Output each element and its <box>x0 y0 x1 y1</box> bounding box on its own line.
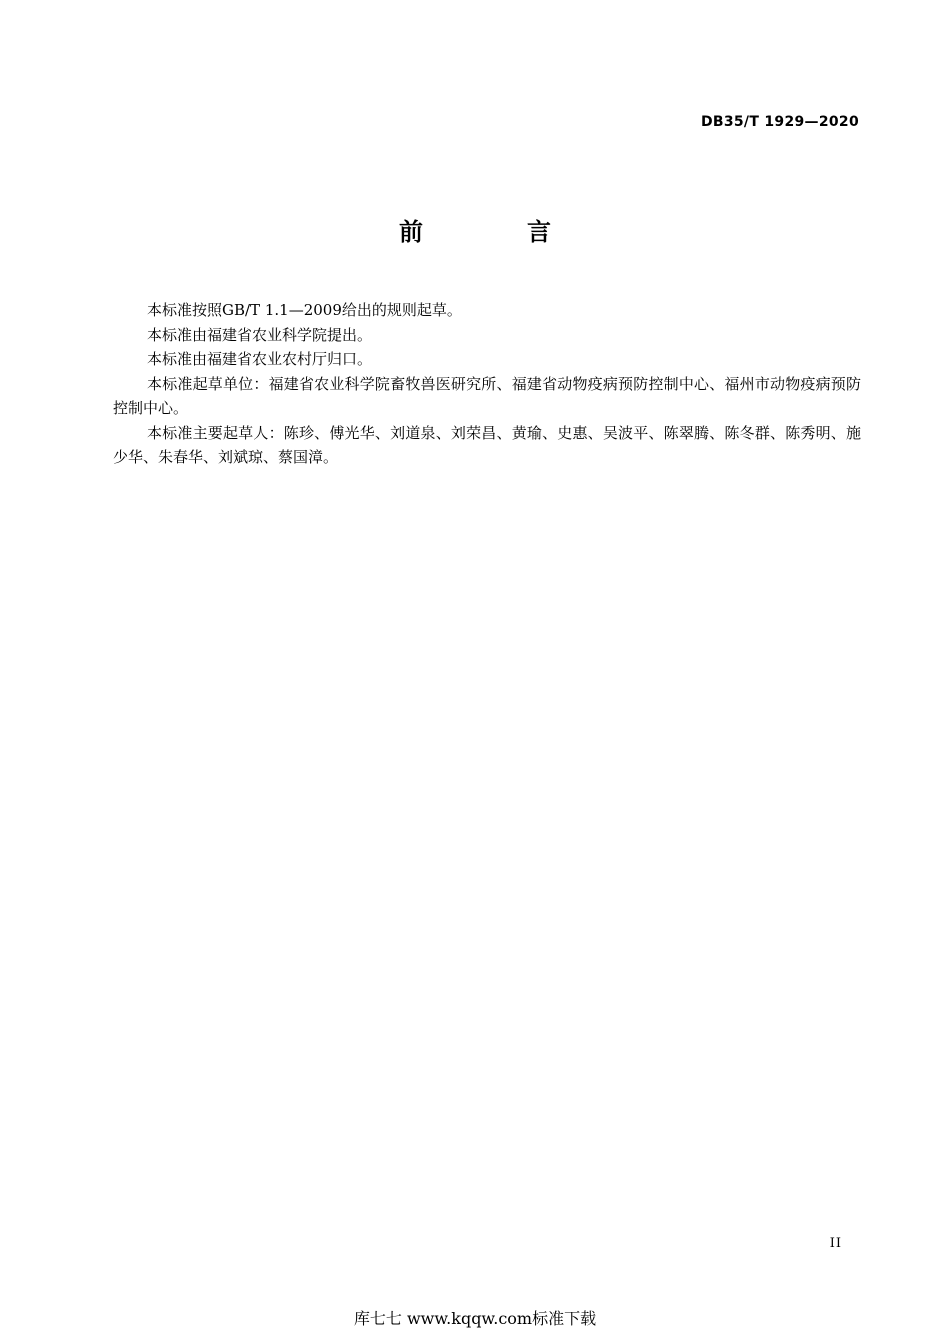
paragraph-drafting-rules: 本标准按照GB/T 1.1—2009给出的规则起草。 <box>147 301 462 319</box>
document-code: DB35/T 1929—2020 <box>700 114 859 130</box>
paragraph-drafting-units: 本标准起草单位：福建省农业科学院畜牧兽医研究所、福建省动物疫病预防控制中心、福州市动物疫病预防控制中心。 <box>113 374 861 417</box>
paragraph-drafters: 本标准主要起草人：陈珍、傅光华、刘道泉、刘荣昌、黄瑜、史惠、吴波平、陈翠腾、陈冬群、陈秀明、施少华、朱春华、刘斌琼、蔡国漳。 <box>113 423 861 466</box>
foreword-body <box>113 298 861 470</box>
footer-watermark: 库七七 www.kqqw.com标准下载 <box>353 1309 597 1328</box>
page-number: II <box>829 1236 842 1251</box>
paragraph-proposer: 本标准由福建省农业科学院提出。 <box>147 325 373 344</box>
page-title: 前 言 <box>399 218 591 246</box>
paragraph-administrator: 本标准由福建省农业农村厅归口。 <box>147 350 373 368</box>
